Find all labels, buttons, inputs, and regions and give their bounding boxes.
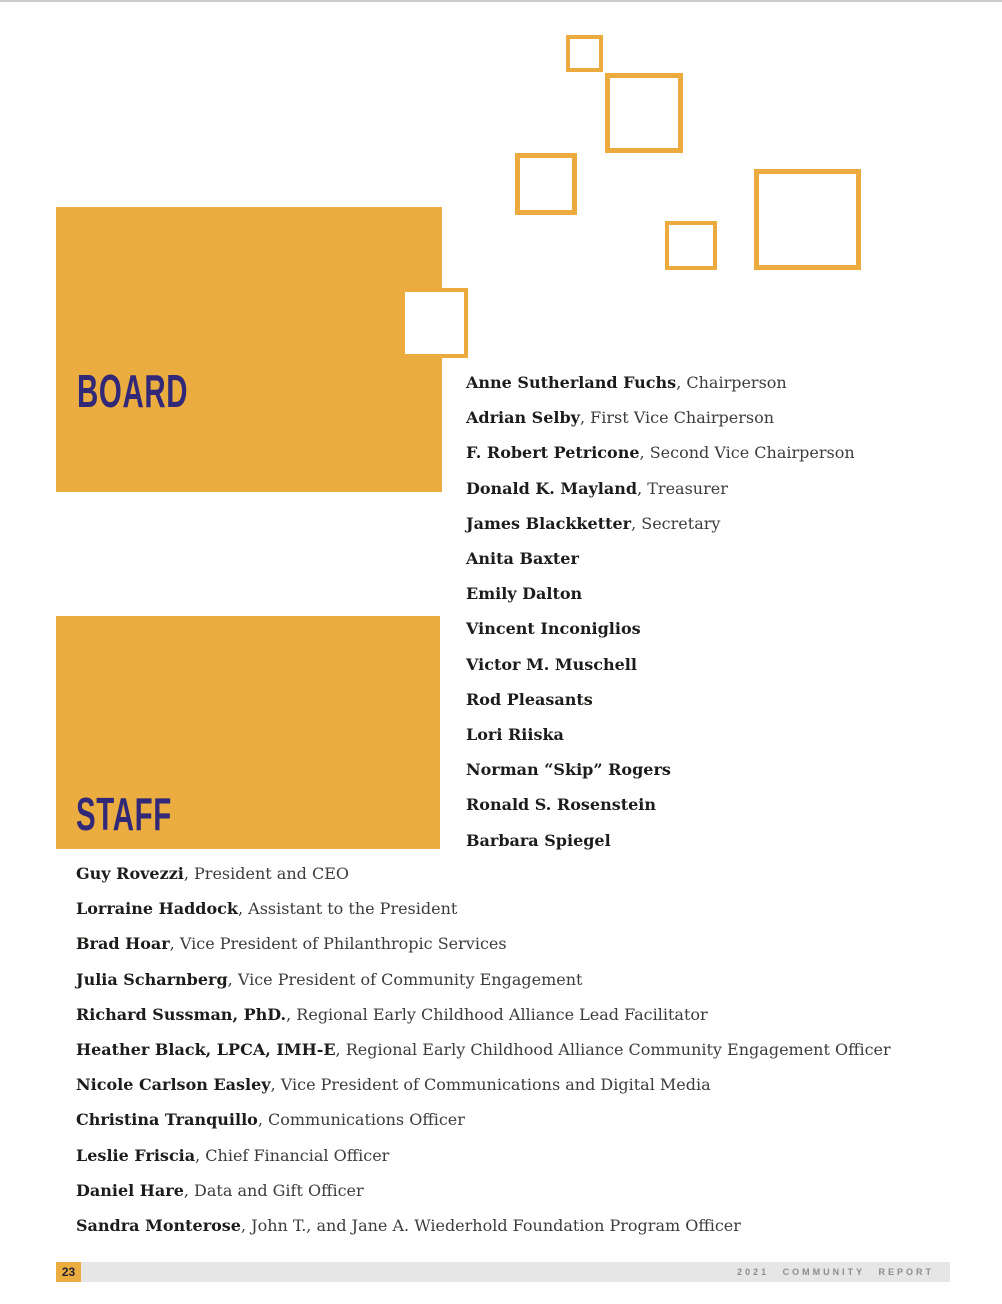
member-role: , Chief Financial Officer (195, 1145, 390, 1165)
member-name: Guy Rovezzi (76, 864, 184, 883)
staff-member-row (76, 997, 996, 1032)
footer (56, 1262, 950, 1282)
decorative-square-filled (401, 288, 468, 358)
staff-member-row (76, 1032, 996, 1067)
staff-member-row (76, 1067, 996, 1102)
staff-member-row (76, 856, 996, 891)
board-member-row (466, 576, 1002, 611)
member-name: Adrian Selby (466, 408, 580, 428)
page-number-badge: 23 (56, 1262, 81, 1282)
decorative-square (665, 221, 717, 270)
board-member-row (466, 471, 1002, 506)
board-section-block (56, 207, 442, 492)
member-name: Victor M. Muschell (466, 654, 637, 674)
board-member-row (466, 506, 1002, 541)
member-name: Vincent Inconiglios (466, 619, 641, 639)
board-member-row (466, 787, 1002, 822)
board-member-row (466, 682, 1002, 717)
board-member-list (466, 365, 1002, 858)
member-name: Julia Scharnberg (76, 969, 228, 989)
member-name: Ronald S. Rosenstein (466, 795, 657, 815)
board-member-row (466, 752, 1002, 787)
member-name: Rod Pleasants (466, 689, 593, 709)
staff-member-row (76, 1102, 996, 1137)
member-role: , John T., and Jane A. Wiederhold Foundation Program Officer (240, 1216, 741, 1236)
board-member-row (466, 647, 1002, 682)
member-role: , Regional Early Childhood Alliance Community Engagement Officer (335, 1040, 891, 1060)
member-role: , Vice President of Philanthropic Services (169, 934, 507, 954)
member-role: , Communications Officer (257, 1110, 465, 1130)
decorative-square (566, 35, 603, 72)
member-name: James Blackketter (466, 513, 632, 533)
board-member-row (466, 400, 1002, 435)
member-role: , Assistant to the President (237, 899, 458, 919)
staff-member-row (76, 1208, 996, 1243)
member-name: Christina Tranquillo (76, 1110, 258, 1130)
staff-member-row (76, 1138, 996, 1173)
board-member-row (466, 823, 1002, 858)
staff-member-list (76, 856, 996, 1243)
staff-heading: STAFF (76, 788, 172, 840)
member-role: , First Vice Chairperson (579, 408, 775, 428)
member-role: , Data and Gift Officer (183, 1180, 364, 1200)
member-name: Nicole Carlson Easley (76, 1075, 271, 1095)
member-role: , Chairperson (676, 373, 787, 392)
member-role: , Second Vice Chairperson (639, 443, 855, 463)
member-role: , Vice President of Communications and Digital Media (270, 1075, 711, 1095)
member-name: Lori Riiska (466, 725, 564, 745)
member-name: Daniel Hare (76, 1180, 184, 1200)
member-name: Heather Black, LPCA, IMH-E (76, 1040, 336, 1060)
member-name: Lorraine Haddock (76, 899, 238, 919)
member-role: , Treasurer (637, 478, 728, 498)
staff-member-row (76, 926, 996, 961)
board-member-row (466, 435, 1002, 470)
member-role: , Secretary (631, 513, 721, 533)
member-name: F. Robert Petricone (466, 443, 640, 463)
report-title: 2021 COMMUNITY REPORT (737, 1267, 934, 1277)
staff-member-row (76, 891, 996, 926)
member-name: Emily Dalton (466, 584, 583, 604)
member-name: Barbara Spiegel (466, 830, 611, 850)
board-member-row (466, 611, 1002, 646)
member-name: Sandra Monterose (76, 1216, 241, 1236)
board-member-row (466, 541, 1002, 576)
member-role: , Vice President of Community Engagement (227, 969, 583, 989)
staff-member-row (76, 962, 996, 997)
member-name: Anita Baxter (466, 549, 579, 569)
footer-bar (81, 1262, 950, 1282)
member-name: Anne Sutherland Fuchs (466, 373, 677, 392)
board-member-row (466, 717, 1002, 752)
member-name: Brad Hoar (76, 934, 170, 954)
decorative-square (515, 153, 577, 215)
member-name: Donald K. Mayland (466, 478, 638, 498)
board-member-row (466, 365, 1002, 400)
board-heading: BOARD (77, 365, 189, 417)
staff-member-row (76, 1173, 996, 1208)
member-role: , President and CEO (183, 864, 349, 883)
decorative-square (754, 169, 861, 270)
member-name: Richard Sussman, PhD. (76, 1004, 287, 1024)
member-name: Norman “Skip” Rogers (466, 760, 671, 780)
member-name: Leslie Friscia (76, 1145, 196, 1165)
decorative-square (605, 73, 683, 153)
member-role: , Regional Early Childhood Alliance Lead Facilitator (286, 1004, 708, 1024)
top-rule (0, 0, 1002, 2)
